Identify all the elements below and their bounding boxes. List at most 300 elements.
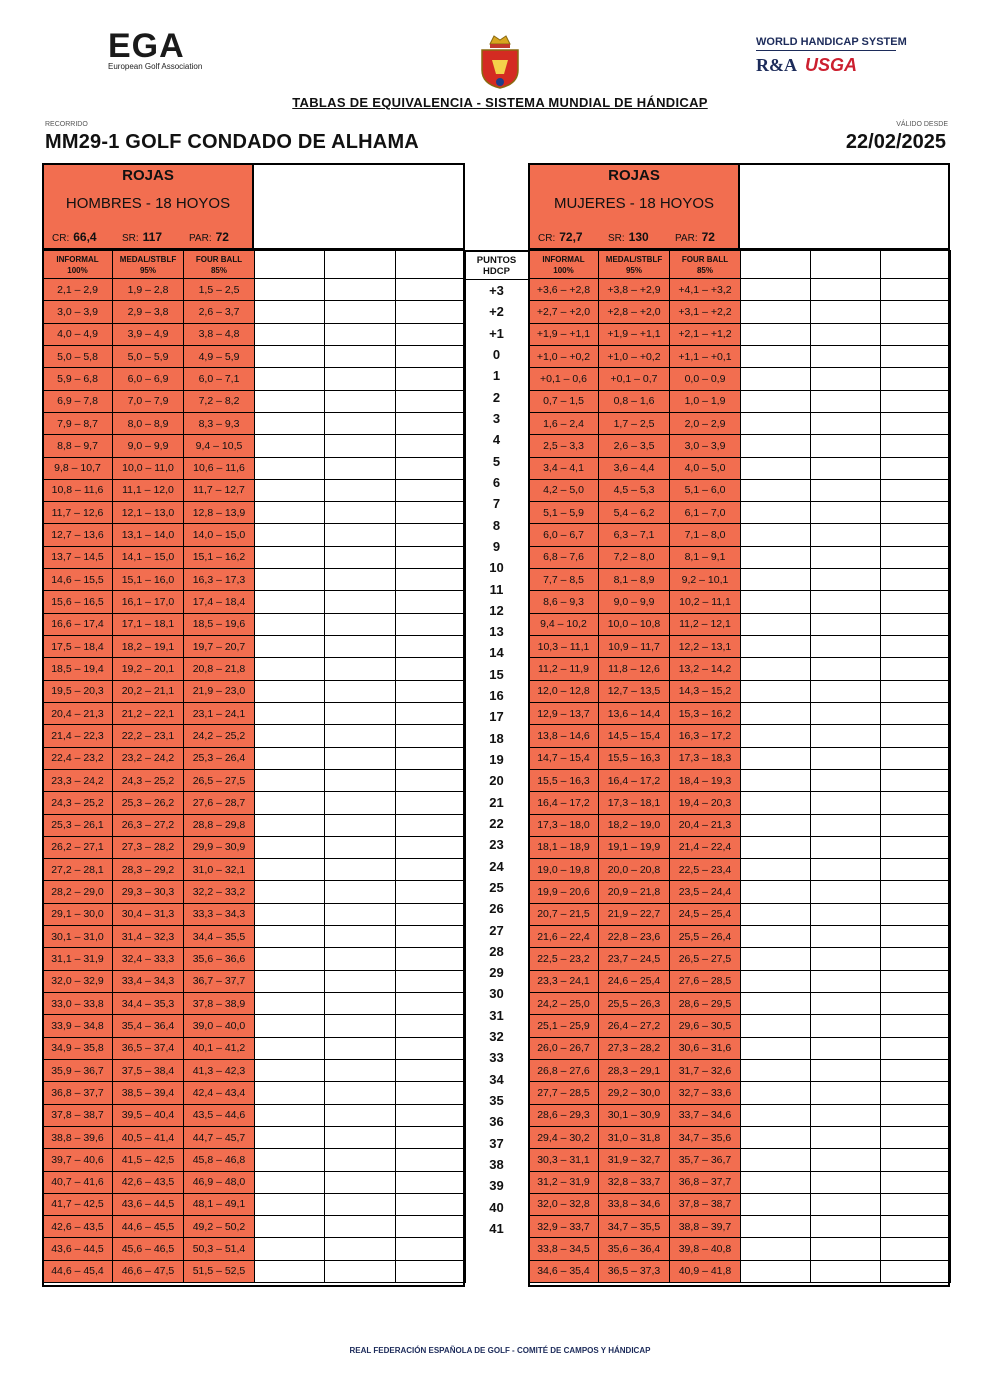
- men-range-cell: 24,2 – 25,2: [184, 725, 255, 747]
- women-empty-cell: [741, 702, 811, 724]
- men-cr: CR: 66,4: [52, 230, 97, 244]
- men-empty-cell: [396, 502, 466, 524]
- column-header-percent: 85%: [696, 265, 713, 275]
- women-range-cell: +0,1 – 0,6: [529, 368, 599, 390]
- men-empty-cell: [325, 1059, 396, 1081]
- ega-logo-subtitle: European Golf Association: [108, 62, 203, 71]
- men-range-cell: 19,2 – 20,1: [113, 658, 184, 680]
- table-row: [529, 323, 951, 345]
- men-range-cell: 16,1 – 17,0: [113, 591, 184, 613]
- table-row: [465, 600, 528, 621]
- table-row: [465, 514, 528, 535]
- women-range-cell: 5,4 – 6,2: [599, 502, 670, 524]
- women-range-cell: 8,6 – 9,3: [529, 591, 599, 613]
- men-empty-cell: [325, 769, 396, 791]
- men-range-cell: 23,3 – 24,2: [43, 769, 113, 791]
- women-empty-cell: [741, 636, 811, 658]
- men-range-cell: 25,3 – 26,2: [113, 792, 184, 814]
- column-header-percent: 100%: [67, 265, 88, 275]
- women-range-cell: 13,8 – 14,6: [529, 725, 599, 747]
- men-range-cell: 43,6 – 44,5: [113, 1193, 184, 1215]
- men-range-cell: 3,8 – 4,8: [184, 323, 255, 345]
- women-empty-cell: [811, 1037, 881, 1059]
- women-empty-cell: [811, 524, 881, 546]
- table-row: [529, 725, 951, 747]
- men-empty-cell: [396, 680, 466, 702]
- women-empty-cell: [811, 502, 881, 524]
- men-empty-cell: [325, 970, 396, 992]
- table-row: [465, 749, 528, 770]
- table-row: [43, 658, 466, 680]
- women-range-cell: 13,6 – 14,4: [599, 702, 670, 724]
- points-hdcp-cell: 8: [492, 517, 501, 533]
- men-empty-cell: [325, 1238, 396, 1260]
- footer-text: REAL FEDERACIÓN ESPAÑOLA DE GOLF - COMITÉ DE CAMPOS Y HÁNDICAP: [349, 1346, 651, 1355]
- points-hdcp-cell: 32: [489, 1029, 504, 1045]
- men-range-cell: 39,0 – 40,0: [184, 1015, 255, 1037]
- men-range-cell: 30,4 – 31,3: [113, 903, 184, 925]
- women-empty-cell: [881, 524, 951, 546]
- men-empty-cell: [396, 725, 466, 747]
- men-empty-cell: [396, 368, 466, 390]
- table-row: [465, 1175, 528, 1196]
- women-empty-cell: [881, 1193, 951, 1215]
- men-range-cell: 49,2 – 50,2: [184, 1216, 255, 1238]
- women-empty-cell: [811, 881, 881, 903]
- table-row: [465, 408, 528, 429]
- men-empty-cell: [396, 658, 466, 680]
- women-empty-cell: [741, 948, 811, 970]
- men-empty-cell: [255, 301, 325, 323]
- men-range-cell: 42,4 – 43,4: [184, 1082, 255, 1104]
- table-row: [529, 546, 951, 568]
- women-range-cell: 34,7 – 35,6: [670, 1126, 741, 1148]
- women-range-cell: +4,1 – +3,2: [670, 279, 741, 301]
- men-empty-cell: [396, 1238, 466, 1260]
- men-range-cell: 28,8 – 29,8: [184, 814, 255, 836]
- men-empty-cell: [325, 524, 396, 546]
- men-empty-cell: [255, 792, 325, 814]
- women-range-cell: 35,6 – 36,4: [599, 1238, 670, 1260]
- women-empty-cell: [881, 1037, 951, 1059]
- men-header: [42, 163, 254, 250]
- men-range-cell: 38,8 – 39,6: [43, 1126, 113, 1148]
- women-range-cell: 7,2 – 8,0: [599, 546, 670, 568]
- men-empty-cell: [396, 970, 466, 992]
- women-range-cell: 38,8 – 39,7: [670, 1216, 741, 1238]
- men-range-cell: 7,9 – 8,7: [43, 412, 113, 434]
- points-hdcp-cell: +2: [489, 304, 504, 320]
- women-empty-cell: [811, 1015, 881, 1037]
- men-empty-cell: [325, 792, 396, 814]
- women-empty-cell: [881, 1216, 951, 1238]
- table-row: [529, 390, 951, 412]
- women-range-cell: 14,3 – 15,2: [670, 680, 741, 702]
- points-hdcp-cell: 35: [489, 1093, 504, 1109]
- men-range-cell: 7,0 – 7,9: [113, 390, 184, 412]
- men-empty-cell: [255, 1260, 325, 1282]
- men-empty-cell: [325, 323, 396, 345]
- men-empty-cell: [255, 1216, 325, 1238]
- women-range-cell: +3,1 – +2,2: [670, 301, 741, 323]
- men-range-cell: 9,8 – 10,7: [43, 457, 113, 479]
- table-row: [43, 1193, 466, 1215]
- men-empty-cell: [396, 1037, 466, 1059]
- points-hdcp-cell: 27: [489, 922, 504, 938]
- table-row: [465, 323, 528, 344]
- men-range-cell: 41,5 – 42,5: [113, 1149, 184, 1171]
- table-row: [529, 970, 951, 992]
- table-row: [465, 365, 528, 386]
- women-range-cell: 10,2 – 11,1: [670, 591, 741, 613]
- men-empty-cell: [255, 1193, 325, 1215]
- women-empty-cell: [881, 702, 951, 724]
- women-empty-cell: [741, 970, 811, 992]
- men-range-cell: 29,3 – 30,3: [113, 881, 184, 903]
- women-range-cell: 22,5 – 23,4: [670, 859, 741, 881]
- women-range-cell: 6,8 – 7,6: [529, 546, 599, 568]
- points-hdcp-cell: 34: [489, 1071, 504, 1087]
- table-row: [529, 613, 951, 635]
- men-range-cell: 31,0 – 32,1: [184, 859, 255, 881]
- women-range-cell: 34,6 – 35,4: [529, 1260, 599, 1282]
- points-hdcp-cell: 2: [492, 389, 501, 405]
- men-empty-cell: [396, 390, 466, 412]
- table-row: [43, 948, 466, 970]
- table-row: [43, 1216, 466, 1238]
- men-empty-cell: [255, 725, 325, 747]
- women-range-cell: 11,8 – 12,6: [599, 658, 670, 680]
- women-range-cell: 20,0 – 20,8: [599, 859, 670, 881]
- women-empty-cell: [881, 457, 951, 479]
- column-header-percent: 100%: [553, 265, 574, 275]
- men-range-cell: 44,6 – 45,4: [43, 1260, 113, 1282]
- women-range-cell: 23,5 – 24,4: [670, 881, 741, 903]
- women-empty-cell: [811, 859, 881, 881]
- men-empty-cell: [325, 725, 396, 747]
- men-group: HOMBRES - 18 HOYOS: [65, 195, 231, 212]
- table-row: [529, 1171, 951, 1193]
- points-hdcp-cell: 40: [489, 1199, 504, 1215]
- men-empty-cell: [396, 1104, 466, 1126]
- men-range-cell: 23,2 – 24,2: [113, 747, 184, 769]
- women-empty-cell: [811, 993, 881, 1015]
- men-empty-cell: [396, 613, 466, 635]
- women-range-cell: 37,8 – 38,7: [670, 1193, 741, 1215]
- women-range-cell: 25,5 – 26,3: [599, 993, 670, 1015]
- women-empty-cell: [881, 301, 951, 323]
- men-par: PAR: 72: [189, 230, 229, 244]
- men-column-header-row: [43, 251, 466, 279]
- valido-desde-label: VÁLIDO DESDE: [896, 121, 948, 128]
- women-range-cell: 1,7 – 2,5: [599, 412, 670, 434]
- column-header-percent: 95%: [625, 265, 642, 275]
- women-range-cell: 40,9 – 41,8: [670, 1260, 741, 1282]
- men-empty-cell: [396, 903, 466, 925]
- men-empty-cell: [396, 279, 466, 301]
- table-row: [465, 1069, 528, 1090]
- men-range-cell: 32,2 – 33,2: [184, 881, 255, 903]
- table-row: [43, 591, 466, 613]
- points-hdcp-cell: 39: [489, 1178, 504, 1194]
- men-range-cell: 33,9 – 34,8: [43, 1015, 113, 1037]
- women-empty-cell: [881, 769, 951, 791]
- men-empty-cell: [255, 702, 325, 724]
- table-row: [465, 1133, 528, 1154]
- table-row: [529, 502, 951, 524]
- men-range-cell: 50,3 – 51,4: [184, 1238, 255, 1260]
- women-range-cell: 33,7 – 34,6: [670, 1104, 741, 1126]
- men-empty-cell: [255, 993, 325, 1015]
- women-empty-cell: [811, 1149, 881, 1171]
- table-row: [465, 557, 528, 578]
- women-range-cell: 2,5 – 3,3: [529, 435, 599, 457]
- women-empty-cell: [741, 435, 811, 457]
- women-range-cell: 0,8 – 1,6: [599, 390, 670, 412]
- men-range-cell: 46,9 – 48,0: [184, 1171, 255, 1193]
- women-table: [528, 250, 951, 1283]
- women-empty-cell: [811, 747, 881, 769]
- men-empty-cell: [325, 546, 396, 568]
- women-empty-cell: [881, 345, 951, 367]
- table-row: [529, 1260, 951, 1282]
- women-range-cell: 28,6 – 29,5: [670, 993, 741, 1015]
- men-range-cell: 51,5 – 52,5: [184, 1260, 255, 1282]
- women-range-cell: 23,7 – 24,5: [599, 948, 670, 970]
- women-empty-cell: [741, 323, 811, 345]
- men-empty-cell: [255, 1104, 325, 1126]
- men-column-header: [113, 251, 184, 279]
- table-row: [43, 546, 466, 568]
- table-row: [465, 941, 528, 962]
- women-par: PAR: 72: [675, 230, 715, 244]
- men-range-cell: 17,1 – 18,1: [113, 613, 184, 635]
- women-range-cell: 27,3 – 28,2: [599, 1037, 670, 1059]
- points-hdcp-cell: 9: [492, 538, 501, 554]
- table-row: [43, 747, 466, 769]
- men-range-cell: 33,0 – 33,8: [43, 993, 113, 1015]
- men-empty-cell: [325, 591, 396, 613]
- points-hdcp-cell: 13: [489, 624, 504, 640]
- table-row: [465, 962, 528, 983]
- women-range-cell: 32,9 – 33,7: [529, 1216, 599, 1238]
- points-hdcp-cell: +1: [489, 325, 504, 341]
- table-row: [529, 591, 951, 613]
- men-empty-cell: [325, 993, 396, 1015]
- women-empty-cell: [811, 1082, 881, 1104]
- men-empty-cell: [255, 926, 325, 948]
- men-empty-cell: [325, 881, 396, 903]
- women-range-cell: 16,4 – 17,2: [599, 769, 670, 791]
- men-empty-cell: [396, 926, 466, 948]
- men-empty-cell: [396, 524, 466, 546]
- men-range-cell: 28,3 – 29,2: [113, 859, 184, 881]
- women-range-cell: 26,5 – 27,5: [670, 948, 741, 970]
- women-empty-cell: [881, 1260, 951, 1282]
- men-range-cell: 22,2 – 23,1: [113, 725, 184, 747]
- men-range-cell: 6,0 – 7,1: [184, 368, 255, 390]
- table-row: [43, 345, 466, 367]
- women-range-cell: 9,0 – 9,9: [599, 591, 670, 613]
- women-range-cell: 11,2 – 11,9: [529, 658, 599, 680]
- women-empty-cell: [881, 658, 951, 680]
- women-empty-cell: [741, 725, 811, 747]
- men-empty-cell: [325, 1260, 396, 1282]
- men-empty-header: [254, 163, 465, 250]
- women-empty-cell: [741, 747, 811, 769]
- women-range-cell: +3,8 – +2,9: [599, 279, 670, 301]
- table-row: [465, 1005, 528, 1026]
- women-empty-cell: [741, 1015, 811, 1037]
- women-empty-cell: [811, 479, 881, 501]
- men-range-cell: 30,1 – 31,0: [43, 926, 113, 948]
- women-empty-cell: [811, 792, 881, 814]
- women-empty-cell: [811, 1216, 881, 1238]
- women-range-cell: 17,3 – 18,1: [599, 792, 670, 814]
- women-range-cell: 21,9 – 22,7: [599, 903, 670, 925]
- women-range-cell: 3,6 – 4,4: [599, 457, 670, 479]
- women-empty-cell: [881, 1126, 951, 1148]
- women-empty-cell: [881, 546, 951, 568]
- women-range-cell: 24,2 – 25,0: [529, 993, 599, 1015]
- table-row: [465, 493, 528, 514]
- women-range-cell: +3,6 – +2,8: [529, 279, 599, 301]
- women-range-cell: +2,8 – +2,0: [599, 301, 670, 323]
- men-range-cell: 1,9 – 2,8: [113, 279, 184, 301]
- women-empty-cell: [811, 1260, 881, 1282]
- women-empty-cell: [811, 1059, 881, 1081]
- points-header: [465, 251, 528, 280]
- points-hdcp-cell: 10: [489, 560, 504, 576]
- women-range-cell: 30,3 – 31,1: [529, 1149, 599, 1171]
- women-range-cell: 32,0 – 32,8: [529, 1193, 599, 1215]
- men-empty-cell: [396, 836, 466, 858]
- points-hdcp-cell: 30: [489, 986, 504, 1002]
- women-tee-color: ROJAS: [608, 167, 660, 184]
- table-row: [465, 642, 528, 663]
- men-empty-cell: [255, 836, 325, 858]
- men-empty-cell: [325, 435, 396, 457]
- men-table: [42, 250, 466, 1283]
- men-empty-cell: [255, 680, 325, 702]
- men-range-cell: 8,0 – 8,9: [113, 412, 184, 434]
- men-empty-cell: [325, 926, 396, 948]
- men-empty-cell: [255, 1059, 325, 1081]
- table-row: [465, 855, 528, 876]
- points-hdcp-cell: 28: [489, 943, 504, 959]
- men-range-cell: 31,4 – 32,3: [113, 926, 184, 948]
- women-empty-cell: [811, 345, 881, 367]
- women-range-cell: 10,3 – 11,1: [529, 636, 599, 658]
- men-range-cell: 12,7 – 13,6: [43, 524, 113, 546]
- men-range-cell: 4,9 – 5,9: [184, 345, 255, 367]
- women-range-cell: 3,0 – 3,9: [670, 435, 741, 457]
- table-row: [465, 898, 528, 919]
- table-row: [43, 613, 466, 635]
- women-range-cell: 18,4 – 19,3: [670, 769, 741, 791]
- women-range-cell: 33,8 – 34,5: [529, 1238, 599, 1260]
- women-empty-cell: [881, 680, 951, 702]
- women-range-cell: 21,6 – 22,4: [529, 926, 599, 948]
- women-range-cell: 5,1 – 5,9: [529, 502, 599, 524]
- table-row: [43, 680, 466, 702]
- men-empty-cell: [325, 859, 396, 881]
- table-row: [43, 1149, 466, 1171]
- men-empty-cell: [396, 1082, 466, 1104]
- table-row: [43, 390, 466, 412]
- women-range-cell: 16,3 – 17,2: [670, 725, 741, 747]
- women-range-cell: 2,0 – 2,9: [670, 412, 741, 434]
- men-range-cell: 2,1 – 2,9: [43, 279, 113, 301]
- recorrido-label: RECORRIDO: [45, 121, 88, 128]
- women-empty-cell: [741, 814, 811, 836]
- women-empty-cell: [881, 412, 951, 434]
- men-empty-cell: [255, 479, 325, 501]
- women-empty-cell: [741, 658, 811, 680]
- men-range-cell: 35,4 – 36,4: [113, 1015, 184, 1037]
- men-empty-cell: [325, 636, 396, 658]
- table-row: [465, 706, 528, 727]
- men-range-cell: 34,9 – 35,8: [43, 1037, 113, 1059]
- table-row: [529, 769, 951, 791]
- men-range-cell: 1,5 – 2,5: [184, 279, 255, 301]
- points-hdcp-cell: 11: [489, 581, 504, 597]
- table-row: [529, 412, 951, 434]
- men-empty-cell: [255, 1171, 325, 1193]
- men-range-cell: 46,6 – 47,5: [113, 1260, 184, 1282]
- women-range-cell: 21,4 – 22,4: [670, 836, 741, 858]
- men-empty-cell: [396, 702, 466, 724]
- men-empty-cell: [396, 1059, 466, 1081]
- men-empty-cell: [255, 457, 325, 479]
- men-range-cell: 43,6 – 44,5: [43, 1238, 113, 1260]
- women-empty-cell: [811, 1104, 881, 1126]
- men-empty-cell: [325, 345, 396, 367]
- table-row: [43, 1037, 466, 1059]
- men-range-cell: 25,3 – 26,1: [43, 814, 113, 836]
- women-range-cell: 11,2 – 12,1: [670, 613, 741, 635]
- table-row: [529, 1238, 951, 1260]
- men-range-cell: 34,4 – 35,3: [113, 993, 184, 1015]
- men-empty-cell: [255, 814, 325, 836]
- table-row: [43, 279, 466, 301]
- men-empty-cell: [255, 881, 325, 903]
- points-hdcp-cell: 15: [489, 666, 504, 682]
- table-row: [529, 345, 951, 367]
- women-range-cell: 3,4 – 4,1: [529, 457, 599, 479]
- men-empty-cell: [325, 747, 396, 769]
- men-range-cell: 12,8 – 13,9: [184, 502, 255, 524]
- women-range-cell: 4,2 – 5,0: [529, 479, 599, 501]
- men-empty-cell: [255, 502, 325, 524]
- men-range-cell: 27,6 – 28,7: [184, 792, 255, 814]
- women-range-cell: +2,7 – +2,0: [529, 301, 599, 323]
- points-hdcp-cell: 22: [489, 815, 504, 831]
- women-range-cell: 19,4 – 20,3: [670, 792, 741, 814]
- men-empty-cell: [255, 948, 325, 970]
- points-hdcp-cell: 6: [492, 474, 501, 490]
- women-range-cell: 28,3 – 29,1: [599, 1059, 670, 1081]
- table-row: [529, 636, 951, 658]
- women-range-cell: 12,7 – 13,5: [599, 680, 670, 702]
- men-range-cell: 11,1 – 12,0: [113, 479, 184, 501]
- points-header-row: [465, 251, 528, 280]
- women-range-cell: 27,6 – 28,5: [670, 970, 741, 992]
- points-hdcp-cell: 26: [489, 901, 504, 917]
- women-empty-cell: [741, 1216, 811, 1238]
- men-range-cell: 35,9 – 36,7: [43, 1059, 113, 1081]
- women-empty-cell: [741, 345, 811, 367]
